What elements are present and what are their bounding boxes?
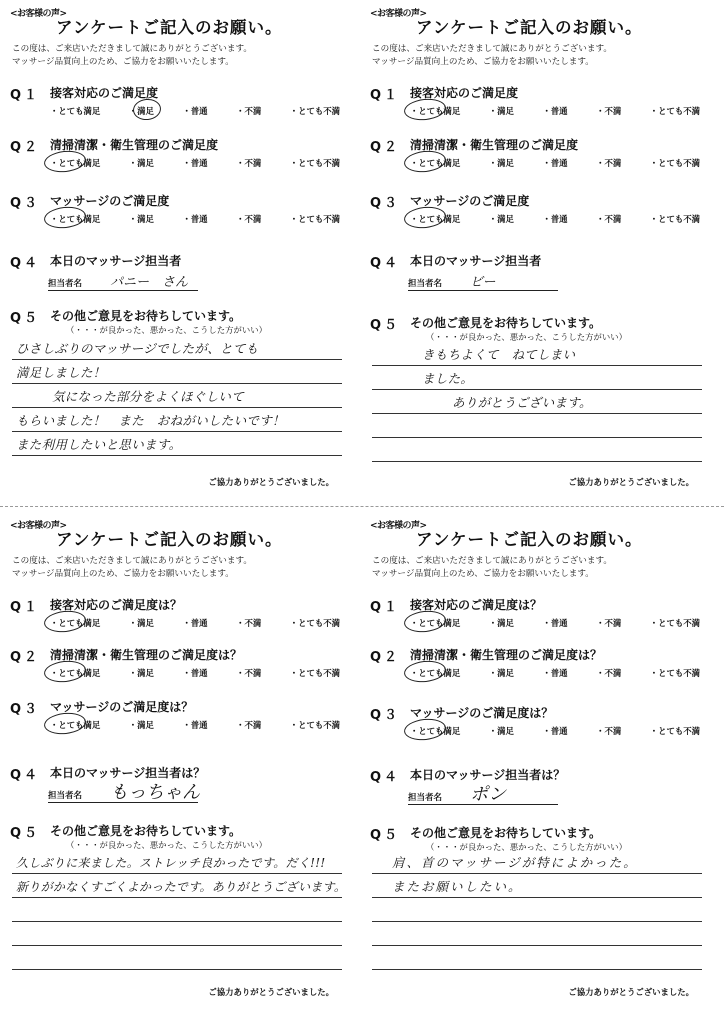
option-dissatisfied[interactable]: ・不満 bbox=[596, 106, 622, 116]
thanks-text: ご協力ありがとうございました。 bbox=[568, 987, 694, 997]
comment-line: もらいました！ また おねがいしたいです！ bbox=[12, 408, 342, 432]
option-very-satisfied[interactable]: ・とても満足 bbox=[50, 668, 101, 678]
option-satisfied[interactable]: ・満足 bbox=[128, 106, 154, 116]
option-dissatisfied[interactable]: ・不満 bbox=[236, 618, 262, 628]
staff-name: パニー さん bbox=[110, 275, 189, 290]
comment-line bbox=[372, 922, 702, 946]
comment-line bbox=[12, 946, 342, 970]
option-neutral[interactable]: ・普通 bbox=[542, 618, 568, 628]
option-very-dissatisfied[interactable]: ・とても不満 bbox=[289, 158, 340, 168]
rating-options bbox=[408, 725, 702, 737]
option-very-satisfied[interactable]: ・とても満足 bbox=[410, 726, 461, 736]
option-dissatisfied[interactable]: ・不満 bbox=[596, 618, 622, 628]
thanks-text: ご協力ありがとうございました。 bbox=[208, 987, 334, 997]
card-tag: <お客様の声> bbox=[10, 9, 67, 19]
comment-line bbox=[372, 438, 702, 462]
option-dissatisfied[interactable]: ・不満 bbox=[236, 668, 262, 678]
option-neutral[interactable]: ・普通 bbox=[542, 158, 568, 168]
comment-area[interactable] bbox=[12, 336, 342, 456]
card-title: アンケートご記入のお願い。 bbox=[56, 18, 283, 37]
option-satisfied[interactable]: ・満足 bbox=[488, 668, 514, 678]
rating-options bbox=[48, 213, 342, 225]
option-neutral[interactable]: ・普通 bbox=[542, 726, 568, 736]
comment-line: 気になった部分をよくほぐしいて bbox=[12, 384, 342, 408]
option-very-dissatisfied[interactable]: ・とても不満 bbox=[289, 106, 340, 116]
option-neutral[interactable]: ・普通 bbox=[182, 668, 208, 678]
option-satisfied[interactable]: ・満足 bbox=[128, 668, 154, 678]
option-satisfied[interactable]: ・満足 bbox=[128, 618, 154, 628]
option-very-satisfied[interactable]: ・とても満足 bbox=[50, 106, 101, 116]
rating-options bbox=[408, 617, 702, 629]
survey-card-1: <お客様の声> アンケートご記入のお願い。 この度は、ご来店いただきまして誠にありがとうございます。 マッサージ品質向上のため、ご協力をお願いいたします。 Q１ 接客対応のご満足度 ・とても満足 ・満足 ・普通 ・不満 ・とても不満 Q２ 清掃清潔・衛生管理のご満足度 ・とても満足 ・満足 ・普通 ・不満 ・とても不満 Q３ マッサージのご満足度 ・とても満足 ・満足 ・普通 ・不満 ・とても不満 Q４ 本日のマッサージ担当者 担当者名 パニー さん Q５ その他ご意見をお待ちしています。 （・・・が良かった、悪かった、こうした方がいい） ひさしぶりのマッサージでしたが、とても 満足しました！ 気になった部分をよくほぐしいて もらいました！ また おねがいしたいです！ また利用したいと思います。 ご協力ありがとうございました。 bbox=[4, 4, 344, 494]
comment-line bbox=[12, 922, 342, 946]
option-very-dissatisfied[interactable]: ・とても不満 bbox=[649, 214, 700, 224]
comment-line: 肩、首のマッサージが特によかった。 bbox=[372, 850, 702, 874]
option-very-satisfied[interactable]: ・とても満足 bbox=[410, 158, 461, 168]
comment-area[interactable] bbox=[372, 850, 702, 970]
rating-options bbox=[48, 719, 342, 731]
option-satisfied[interactable]: ・満足 bbox=[128, 158, 154, 168]
option-satisfied[interactable]: ・満足 bbox=[488, 106, 514, 116]
option-very-dissatisfied[interactable]: ・とても不満 bbox=[289, 618, 340, 628]
comment-line: ひさしぶりのマッサージでしたが、とても bbox=[12, 336, 342, 360]
option-very-satisfied[interactable]: ・とても満足 bbox=[410, 618, 461, 628]
option-satisfied[interactable]: ・満足 bbox=[488, 214, 514, 224]
staff-field[interactable]: 担当者名 パニー さん bbox=[48, 274, 198, 291]
rating-options bbox=[48, 105, 342, 117]
comment-line: 久しぶりに来ました。ストレッチ良かったです。だく!!! bbox=[12, 850, 342, 874]
comment-line bbox=[12, 898, 342, 922]
option-satisfied[interactable]: ・満足 bbox=[488, 158, 514, 168]
option-dissatisfied[interactable]: ・不満 bbox=[596, 668, 622, 678]
option-dissatisfied[interactable]: ・不満 bbox=[596, 726, 622, 736]
intro-text: この度は、ご来店いただきまして誠にありがとうございます。 マッサージ品質向上のため、ご協力をお願いいたします。 bbox=[372, 44, 612, 67]
survey-card-4: <お客様の声> アンケートご記入のお願い。 この度は、ご来店いただきまして誠にありがとうございます。 マッサージ品質向上のため、ご協力をお願いいたします。 Q１ 接客対応のご満足度は？ ・とても満足 ・満足 ・普通 ・不満 ・とても不満 Q２ 清掃清潔・衛生管理のご満足度は？ ・とても満足 ・満足 ・普通 ・不満 ・とても不満 Q３ マッサージのご満足度は？ ・とても満足 ・満足 ・普通 ・不満 ・とても不満 Q４ 本日のマッサージ担当者は？ 担当者名 ポン Q５ その他ご意見をお待ちしています。 （・・・が良かった、悪かった、こうした方がいい） 肩、首のマッサージが特によかった。 またお願いしたい。 ご協力ありがとうございました。 bbox=[364, 516, 704, 1006]
option-neutral[interactable]: ・普通 bbox=[542, 106, 568, 116]
staff-field[interactable]: 担当者名 ビー bbox=[408, 274, 558, 291]
option-very-satisfied[interactable]: ・とても満足 bbox=[50, 720, 101, 730]
option-neutral[interactable]: ・普通 bbox=[182, 106, 208, 116]
comment-area[interactable] bbox=[12, 850, 347, 970]
option-very-satisfied[interactable]: ・とても満足 bbox=[50, 158, 101, 168]
option-very-satisfied[interactable]: ・とても満足 bbox=[410, 214, 461, 224]
staff-name: ビー bbox=[470, 275, 496, 290]
card-tag: <お客様の声> bbox=[10, 521, 67, 531]
staff-field[interactable]: 担当者名 ポン bbox=[408, 788, 558, 805]
option-satisfied[interactable]: ・満足 bbox=[128, 720, 154, 730]
option-very-dissatisfied[interactable]: ・とても不満 bbox=[649, 726, 700, 736]
option-very-satisfied[interactable]: ・とても満足 bbox=[410, 668, 461, 678]
thanks-text: ご協力ありがとうございました。 bbox=[208, 477, 334, 487]
thanks-text: ご協力ありがとうございました。 bbox=[568, 477, 694, 487]
card-title: アンケートご記入のお願い。 bbox=[416, 18, 643, 37]
option-very-dissatisfied[interactable]: ・とても不満 bbox=[649, 106, 700, 116]
option-very-dissatisfied[interactable]: ・とても不満 bbox=[649, 668, 700, 678]
rating-options bbox=[48, 157, 342, 169]
staff-name: ポン bbox=[470, 784, 506, 805]
option-very-dissatisfied[interactable]: ・とても不満 bbox=[649, 618, 700, 628]
comment-line bbox=[372, 946, 702, 970]
option-neutral[interactable]: ・普通 bbox=[182, 618, 208, 628]
option-dissatisfied[interactable]: ・不満 bbox=[236, 214, 262, 224]
rating-options bbox=[408, 105, 702, 117]
intro-text: この度は、ご来店いただきまして誠にありがとうございます。 マッサージ品質向上のため、ご協力をお願いいたします。 bbox=[12, 556, 252, 579]
staff-name: もっちゃん bbox=[110, 782, 200, 803]
survey-card-3: <お客様の声> アンケートご記入のお願い。 この度は、ご来店いただきまして誠にありがとうございます。 マッサージ品質向上のため、ご協力をお願いいたします。 Q１ 接客対応のご満足度は？ ・とても満足 ・満足 ・普通 ・不満 ・とても不満 Q２ 清掃清潔・衛生管理のご満足度は？ ・とても満足 ・満足 ・普通 ・不満 ・とても不満 Q３ マッサージのご満足度は？ ・とても満足 ・満足 ・普通 ・不満 ・とても不満 Q４ 本日のマッサージ担当者は？ 担当者名 もっちゃん Q５ その他ご意見をお待ちしています。 （・・・が良かった、悪かった、こうした方がいい） 久しぶりに来ました。ストレッチ良かったです。だく!!! 新りがかなくすごくよかったです。ありがとうございます。 ご協力ありがとうございました。 bbox=[4, 516, 344, 1006]
survey-card-2: <お客様の声> アンケートご記入のお願い。 この度は、ご来店いただきまして誠にありがとうございます。 マッサージ品質向上のため、ご協力をお願いいたします。 Q１ 接客対応のご満足度 ・とても満足 ・満足 ・普通 ・不満 ・とても不満 Q２ 清掃清潔・衛生管理のご満足度 ・とても満足 ・満足 ・普通 ・不満 ・とても不満 Q３ マッサージのご満足度 ・とても満足 ・満足 ・普通 ・不満 ・とても不満 Q４ 本日のマッサージ担当者 担当者名 ビー Q５ その他ご意見をお待ちしています。 （・・・が良かった、悪かった、こうした方がいい） きもちよくて ねてしまい ました。 ありがとうございます。 ご協力ありがとうございました。 bbox=[364, 4, 704, 494]
page-divider bbox=[0, 506, 724, 507]
option-very-satisfied[interactable]: ・とても満足 bbox=[50, 618, 101, 628]
card-title: アンケートご記入のお願い。 bbox=[416, 530, 643, 549]
option-very-dissatisfied[interactable]: ・とても不満 bbox=[649, 158, 700, 168]
option-neutral[interactable]: ・普通 bbox=[182, 158, 208, 168]
option-very-satisfied[interactable]: ・とても満足 bbox=[410, 106, 461, 116]
comment-line: きもちよくて ねてしまい bbox=[372, 342, 702, 366]
card-title: アンケートご記入のお願い。 bbox=[56, 530, 283, 549]
option-neutral[interactable]: ・普通 bbox=[542, 668, 568, 678]
comment-line bbox=[372, 898, 702, 922]
comment-line: またお願いしたい。 bbox=[372, 874, 702, 898]
rating-options bbox=[48, 667, 342, 679]
option-very-dissatisfied[interactable]: ・とても不満 bbox=[289, 668, 340, 678]
rating-options bbox=[48, 617, 342, 629]
option-satisfied[interactable]: ・満足 bbox=[488, 726, 514, 736]
option-dissatisfied[interactable]: ・不満 bbox=[236, 158, 262, 168]
rating-options bbox=[408, 157, 702, 169]
option-very-dissatisfied[interactable]: ・とても不満 bbox=[289, 720, 340, 730]
option-dissatisfied[interactable]: ・不満 bbox=[236, 106, 262, 116]
comment-line: ました。 bbox=[372, 366, 702, 390]
option-very-dissatisfied[interactable]: ・とても不満 bbox=[289, 214, 340, 224]
option-neutral[interactable]: ・普通 bbox=[542, 214, 568, 224]
comment-area[interactable] bbox=[372, 342, 702, 462]
option-neutral[interactable]: ・普通 bbox=[182, 214, 208, 224]
card-tag: <お客様の声> bbox=[370, 9, 427, 19]
comment-line: 新りがかなくすごくよかったです。ありがとうございます。 bbox=[12, 874, 342, 898]
staff-field[interactable]: 担当者名 もっちゃん bbox=[48, 786, 198, 803]
option-satisfied[interactable]: ・満足 bbox=[128, 214, 154, 224]
option-dissatisfied[interactable]: ・不満 bbox=[596, 214, 622, 224]
comment-line: 満足しました！ bbox=[12, 360, 342, 384]
option-satisfied[interactable]: ・満足 bbox=[488, 618, 514, 628]
comment-line: ありがとうございます。 bbox=[372, 390, 702, 414]
rating-options bbox=[408, 213, 702, 225]
card-tag: <お客様の声> bbox=[370, 521, 427, 531]
intro-text: この度は、ご来店いただきまして誠にありがとうございます。 マッサージ品質向上のため、ご協力をお願いいたします。 bbox=[12, 44, 252, 67]
comment-line: また利用したいと思います。 bbox=[12, 432, 342, 456]
option-very-satisfied[interactable]: ・とても満足 bbox=[50, 214, 101, 224]
option-dissatisfied[interactable]: ・不満 bbox=[596, 158, 622, 168]
comment-line bbox=[372, 414, 702, 438]
rating-options bbox=[408, 667, 702, 679]
intro-text: この度は、ご来店いただきまして誠にありがとうございます。 マッサージ品質向上のため、ご協力をお願いいたします。 bbox=[372, 556, 612, 579]
option-neutral[interactable]: ・普通 bbox=[182, 720, 208, 730]
option-dissatisfied[interactable]: ・不満 bbox=[236, 720, 262, 730]
